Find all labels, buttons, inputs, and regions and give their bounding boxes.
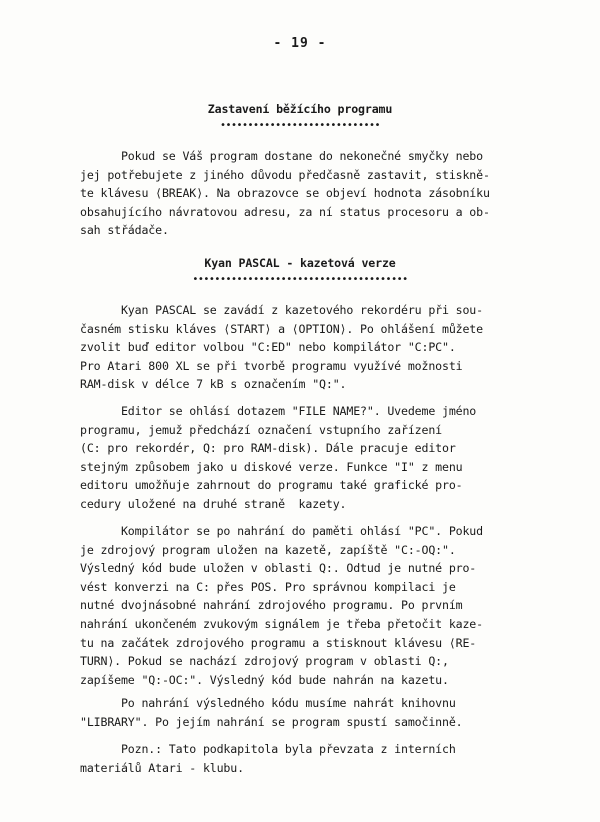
text-line: TURN⟩. Pokud se nachází zdrojový program v oblasti Q:, — [80, 654, 449, 669]
paragraph-note — [80, 740, 580, 777]
text-line: Kyan PASCAL se zavádí z kazetového rekordéru při sou- — [80, 303, 483, 317]
page-number: - 19 - — [273, 36, 327, 51]
text-line: zvolit buď editor volbou "C:ED" nebo kompilátor "C:PC". — [80, 340, 456, 355]
text-line: Pro Atari 800 XL se při tvorbě programu využívé možnosti — [80, 358, 463, 373]
paragraph-compiler — [80, 522, 580, 689]
text-line: RAM-disk v délce 7 kB s označením "Q:". — [80, 377, 347, 392]
text-line: stejným způsobem jako u diskové verze. Funkce "I" z menu — [80, 459, 463, 474]
text-line: editoru umožňuje zahrnout do programu také grafické pro- — [80, 478, 463, 493]
text-line: Výsledný kód bude uložen v oblasti Q:. Odtud je nutné pro- — [80, 561, 477, 576]
section-heading-underline: ••••••••••••••••••••••••••••••••••••••• — [192, 274, 408, 285]
text-line: programu, jemuž předchází označení vstupního zařízení — [80, 422, 442, 437]
text-line: je zdrojový program uložen na kazetě, zapíště "C:-OQ:". — [80, 542, 456, 557]
section-heading-stopping-program: Zastavení běžícího programu — [207, 102, 393, 116]
text-line: sah střádače. — [80, 223, 169, 238]
text-line: časném stisku kláves ⟨START⟩ a ⟨OPTION⟩. Po ohlášení můžete — [80, 321, 483, 336]
text-line: Editor se ohlásí dotazem "FILE NAME?". Uvedeme jméno — [80, 404, 477, 418]
text-line: Po nahrání výsledného kódu musíme nahrát knihovnu — [80, 696, 456, 710]
paragraph-stopping-program — [80, 147, 580, 240]
section-heading-kyan-pascal: Kyan PASCAL - kazetová verze — [204, 256, 396, 270]
paragraph-kyan-loading — [80, 301, 580, 394]
text-line: te klávesu ⟨BREAK⟩. Na obrazovce se objeví hodnota zásobníku — [80, 186, 490, 201]
text-line: nutné dvojnásobné nahrání zdrojového programu. Po prvním — [80, 598, 463, 613]
text-line: nahrání ukončeném zvukovým signálem je třeba přetočit kaze- — [80, 616, 483, 631]
section-heading-underline: ••••••••••••••••••••••••••••• — [219, 120, 381, 131]
text-line: cedury uložené na druhé straně kazety. — [80, 496, 347, 511]
paragraph-editor — [80, 402, 580, 514]
text-line: Kompilátor se po nahrání do paměti ohlásí "PC". Pokud — [80, 524, 483, 538]
text-line: jej potřebujete z jiného důvodu předčasně zastavit, stiskně- — [80, 167, 490, 182]
text-line: (C: pro rekordér, Q: pro RAM-disk). Dále pracuje editor — [80, 441, 456, 456]
paragraph-library — [80, 694, 580, 731]
text-line: vést konverzi na C: přes POS. Pro správnou kompilaci je — [80, 579, 456, 594]
text-line: zapíšeme "Q:-OC:". Výsledný kód bude nahrán na kazetu. — [80, 672, 449, 687]
text-line: obsahujícího návratovou adresu, za ní status procesoru a ob- — [80, 204, 490, 219]
text-line: "LIBRARY". Po jejím nahrání se program spustí samočinně. — [80, 714, 463, 729]
text-line: Pokud se Váš program dostane do nekonečné smyčky nebo — [80, 149, 483, 163]
text-line: tu na začátek zdrojového programu a stisknout klávesu ⟨RE- — [80, 635, 477, 650]
text-line: materiálů Atari - klubu. — [80, 760, 244, 775]
text-line: Pozn.: Tato podkapitola byla převzata z interních — [80, 742, 456, 756]
